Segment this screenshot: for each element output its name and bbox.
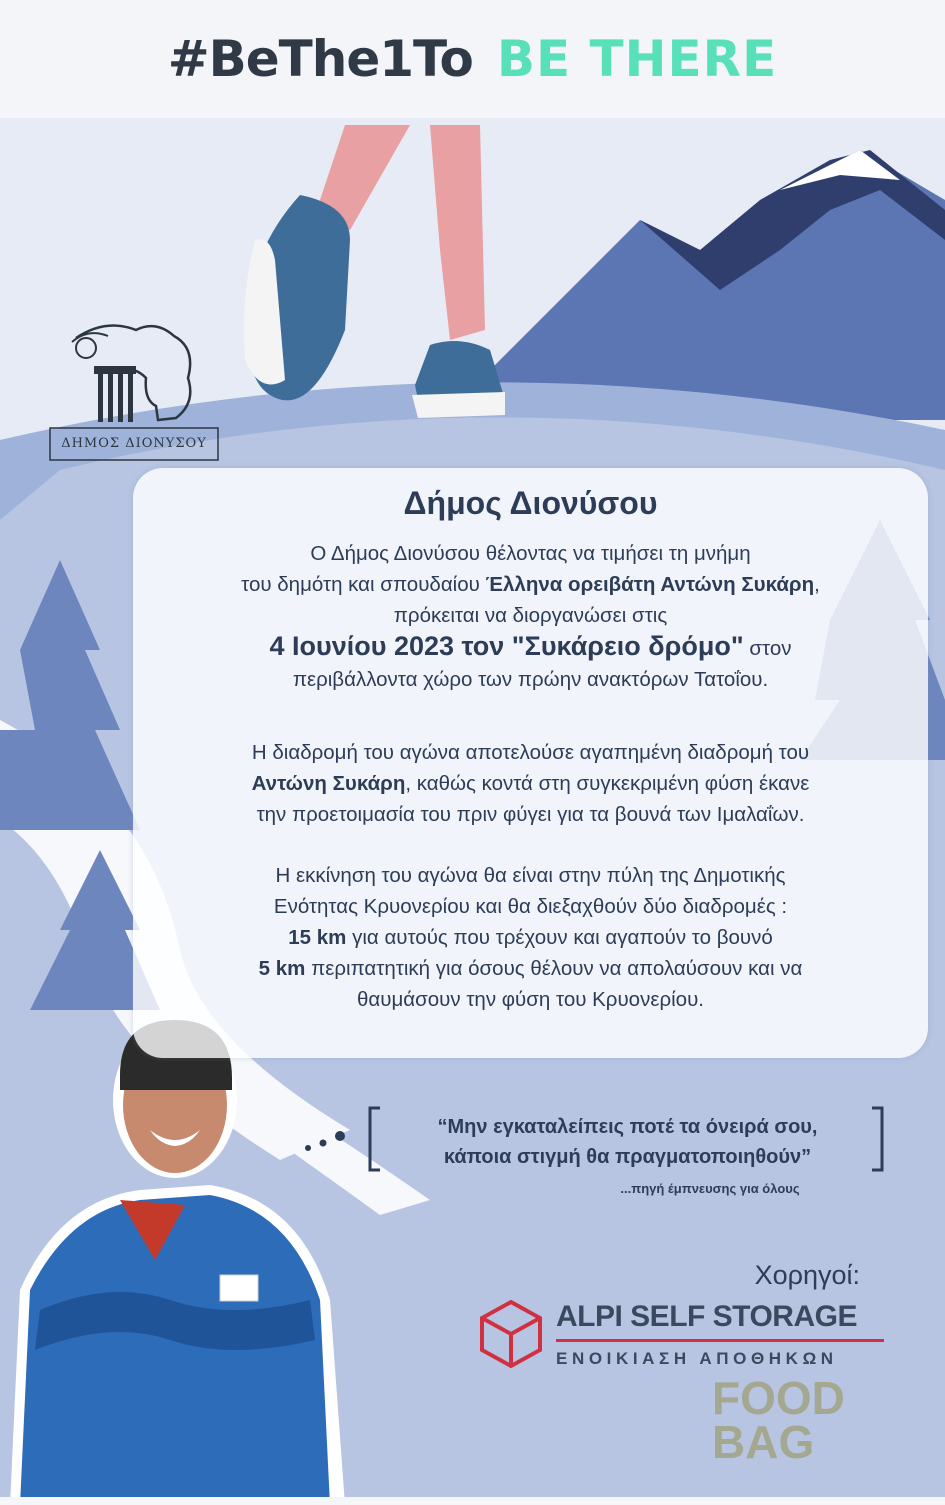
info-paragraph-1: Ο Δήμος Διονύσου θέλοντας να τιμήσει τη μνήμη του δημότη και σπουδαίου Έλληνα ορειβάτη Αντώνη Συκάρη, πρόκειται να διοργανώσει στις 4 Ιουνίου 2023 τον "Συκάρειο δρόμο" στον περιβάλλοντα χώρο των πρώην ανακτόρων Τατοΐου.	[241, 542, 820, 691]
alpi-sponsor-subtitle: ΕΝΟΙΚΙΑΣΗ ΑΠΟΘΗΚΩΝ	[556, 1349, 838, 1368]
blue-jacket	[20, 1195, 330, 1505]
event-date-highlight: 4 Ιουνίου 2023 τον "Συκάρειο δρόμο"	[269, 631, 744, 661]
alpi-cube-icon	[478, 1298, 544, 1368]
info-paragraph-3: Η εκκίνηση του αγώνα θα είναι στην πύλη της Δημοτικής Ενότητας Κρυονερίου και θα διεξαχθούν δύο διαδρομές : 15 km για αυτούς που τρέχουν και αγαπούν το βουνό 5 km περιπατητική για όσους θέλουν να απολαύσουν και να θαυμάσουν την φύση του Κρυονερίου.	[258, 864, 803, 1011]
info-title: Δήμος Διονύσου	[403, 485, 658, 521]
route-5km: 5 km	[258, 957, 306, 980]
info-paragraph-2: Η διαδρομή του αγώνα αποτελούσε αγαπημένη διαδρομή του Αντώνη Συκάρη, καθώς κοντά στη συγκεκριμένη φύση έκανε την προετοιμασία του πριν φύγει για τα βουνά των Ιμαλαΐων.	[251, 741, 810, 826]
quote-source: ...πηγή έμπνευσης για όλους	[620, 1181, 800, 1196]
alpi-underline	[556, 1339, 884, 1342]
name-badge	[220, 1275, 258, 1301]
logo-caption: ΔΗΜΟΣ ΔΙΟΝΥΣΟΥ	[61, 436, 207, 451]
inspirational-quote: “Μην εγκαταλείπεις ποτέ τα όνειρά σου, κάποια στιγμή θα πραγματοποιηθούν”	[437, 1116, 818, 1168]
sponsors-label: Χορηγοί:	[754, 1260, 860, 1290]
page-header	[0, 0, 945, 118]
tagline-title: BE THERE	[496, 30, 778, 88]
foodbag-logo-bottom: BAG	[712, 1416, 815, 1468]
hashtag-title: #BeThe1To	[167, 30, 473, 88]
route-15km: 15 km	[288, 926, 347, 949]
foodbag-logo-top: FOOD	[712, 1372, 845, 1424]
alpi-sponsor-name: ALPI SELF STORAGE	[556, 1300, 857, 1333]
